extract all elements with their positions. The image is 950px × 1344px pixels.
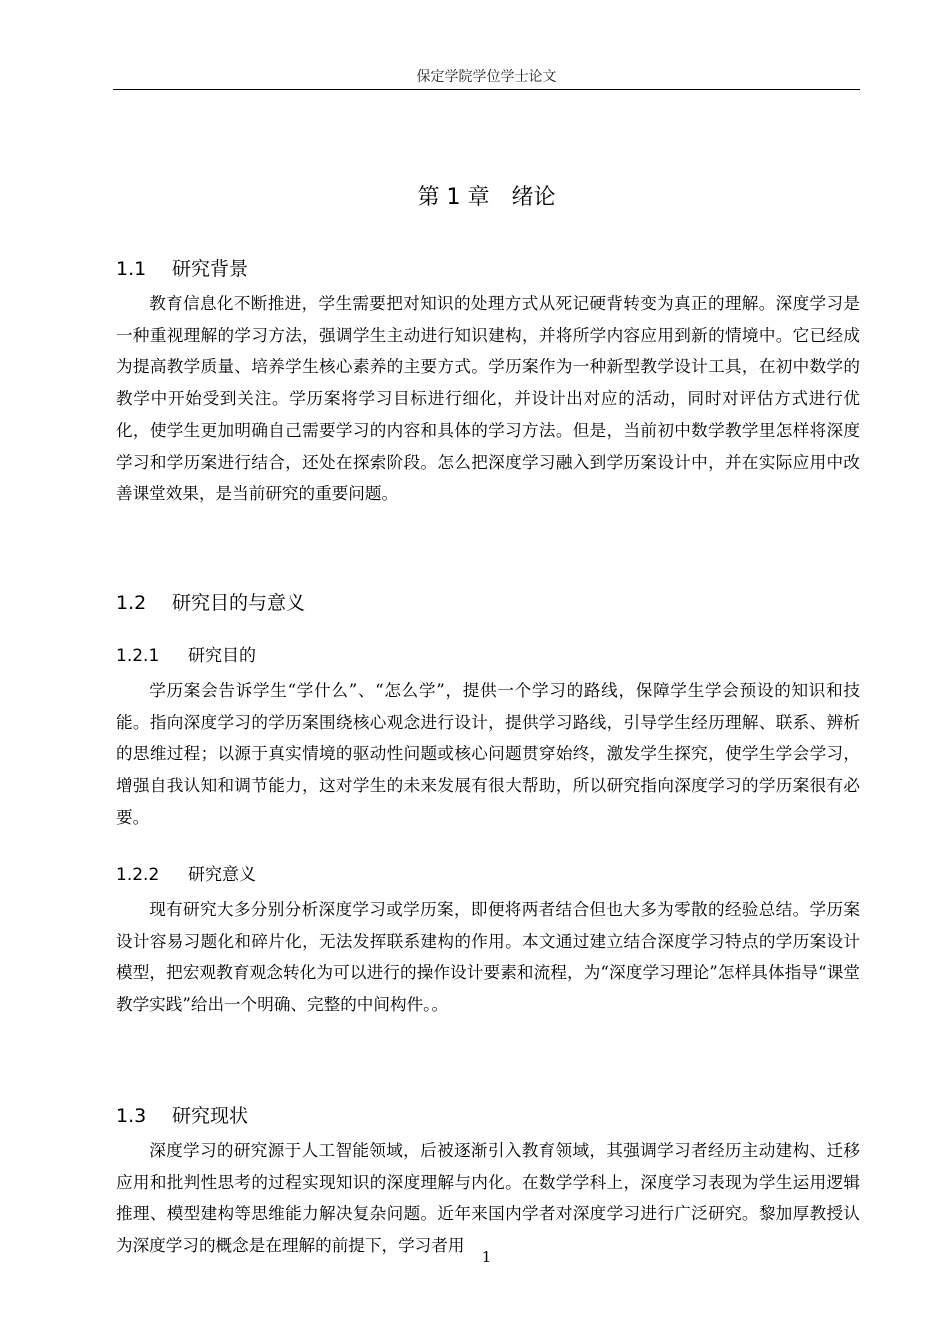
paragraph-purpose: 学历案会告诉学生“学什么”、“怎么学”，提供一个学习的路线，保障学生学会预设的知识和技能。指向深度学习的学历案围绕核心观念进行设计，提供学习路线，引导学生经历理解、联系、辨析的思维过程；以源于真实情境的驱动性问题或核心问题贯穿始终，激发学生探究，使学生学会学习，增强自我认知和调节能力，这对学生的未来发展有很大帮助，所以研究指向深度学习的学历案很有必要。 xyxy=(116,681,860,827)
header-rule xyxy=(113,89,860,90)
section-heading-1-2 xyxy=(116,588,305,615)
section-heading-1-1 xyxy=(116,254,248,281)
section-heading-1-3 xyxy=(116,1101,248,1128)
chapter-title: 第 1 章 绪论 xyxy=(417,185,556,210)
paragraph-background: 教育信息化不断推进，学生需要把对知识的处理方式从死记硬背转变为真正的理解。深度学习是一种重视理解的学习方法，强调学生主动进行知识建构，并将所学内容应用到新的情境中。它已经成为提高教学质量、培养学生核心素养的主要方式。学历案作为一种新型教学设计工具，在初中数学的教学中开始受到关注。学历案将学习目标进行细化，并设计出对应的活动，同时对评估方式进行优化，使学生更加明确自己需要学习的内容和具体的学习方法。但是，当前初中数学教学里怎样将深度学习和学历案进行结合，还处在探索阶段。怎么把深度学习融入到学历案设计中，并在实际应用中改善课堂效果，是当前研究的重要问题。 xyxy=(116,294,860,504)
subsection-heading-1-2-1 xyxy=(116,641,256,666)
section-title: 研究现状 xyxy=(172,1105,249,1127)
section-title: 研究背景 xyxy=(172,258,249,280)
subsection-title: 研究意义 xyxy=(188,865,256,885)
subsection-heading-1-2-2 xyxy=(116,860,256,885)
section-number: 1.2 xyxy=(116,592,147,614)
section-number: 1.3 xyxy=(116,1105,147,1127)
paragraph-status: 深度学习的研究源于人工智能领域，后被逐渐引入教育领域，其强调学习者经历主动建构、迁移应用和批判性思考的过程实现知识的深度理解与内化。在数学学科上，深度学习表现为学生运用逻辑推理、模型建构等思维能力解决复杂问题。近年来国内学者对深度学习进行广泛研究。黎加厚教授认为深度学习的概念是在理解的前提下，学习者用 xyxy=(116,1141,860,1256)
subsection-title: 研究目的 xyxy=(188,646,256,666)
section-title: 研究目的与意义 xyxy=(172,592,306,614)
subsection-number: 1.2.2 xyxy=(116,865,160,885)
running-header: 保定学院学位学士论文 xyxy=(416,69,557,85)
subsection-number: 1.2.1 xyxy=(116,646,160,666)
section-number: 1.1 xyxy=(116,258,147,280)
page-number: 1 xyxy=(481,1248,492,1266)
paragraph-significance: 现有研究大多分别分析深度学习或学历案，即便将两者结合但也大多为零散的经验总结。学历案设计容易习题化和碎片化，无法发挥联系建构的作用。本文通过建立结合深度学习特点的学历案设计模型，把宏观教育观念转化为可以进行的操作设计要素和流程，为“深度学习理论”怎样具体指导“课堂教学实践”给出一个明确、完整的中间构件。。 xyxy=(116,900,860,1015)
